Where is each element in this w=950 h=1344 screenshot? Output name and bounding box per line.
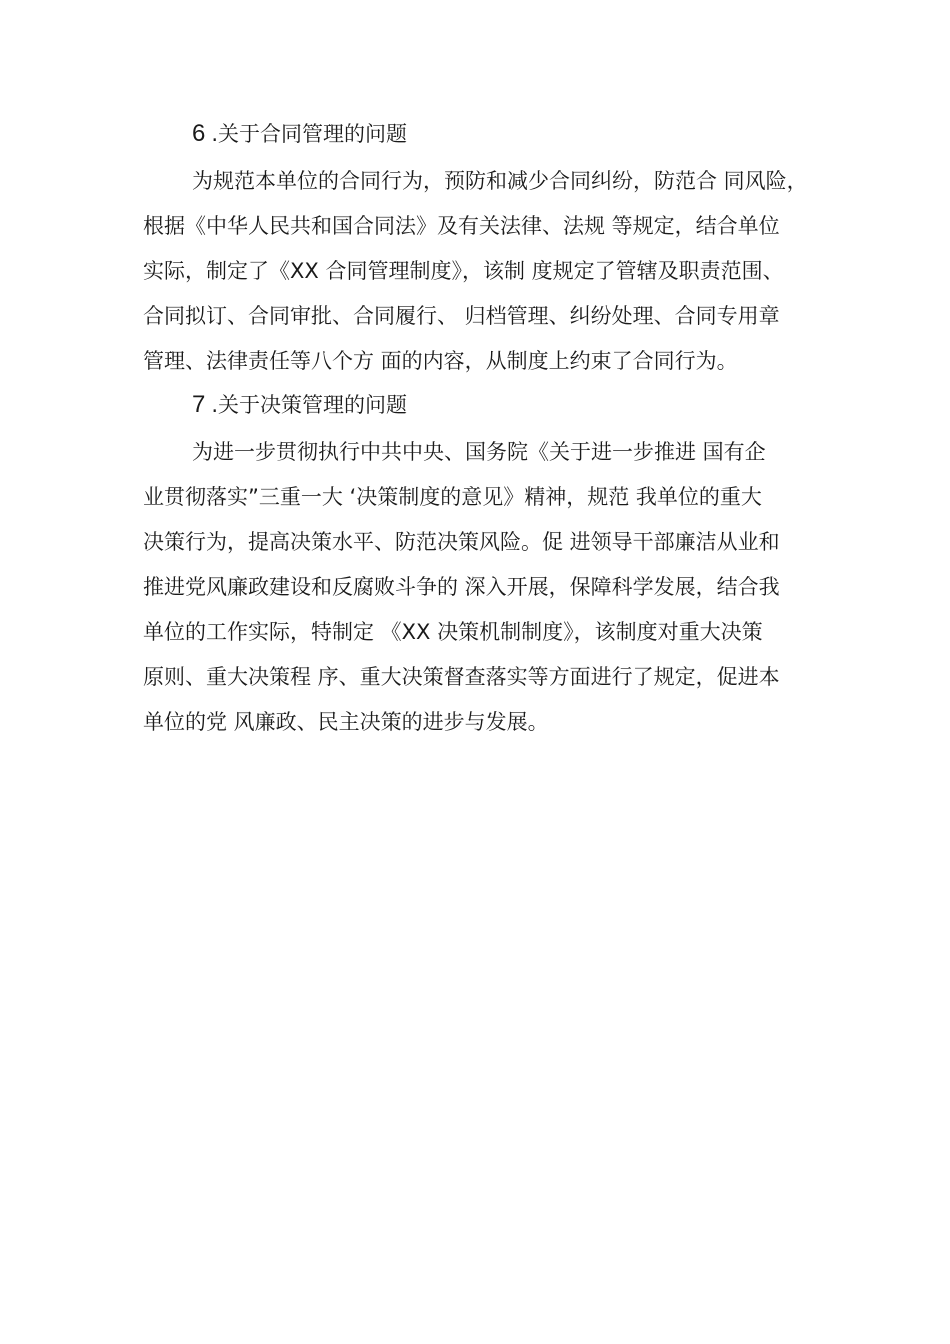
section-6-line-2: 根据《中华人民共和国合同法》及有关法律、法规 等规定，结合单位 bbox=[143, 214, 780, 238]
section-6-heading bbox=[192, 119, 407, 149]
section-6-line-5: 管理、法律责任等八个方 面的内容，从制度上约束了合同行为。 bbox=[143, 349, 738, 373]
section-7-heading bbox=[192, 390, 407, 420]
section-6-title: .关于合同管理的问题 bbox=[211, 122, 408, 146]
section-7-title: .关于决策管理的问题 bbox=[211, 393, 408, 417]
section-6-line-1: 为规范本单位的合同行为，预防和减少合同纠纷，防范合 同风险， bbox=[192, 169, 808, 193]
section-6-number: 6 bbox=[192, 120, 206, 147]
section-6-line-3: 实际，制定了《XX 合同管理制度》，该制 度规定了管辖及职责范围、 bbox=[143, 259, 784, 283]
section-7-line-7: 单位的党 风廉政、民主决策的进步与发展。 bbox=[143, 710, 549, 734]
section-7-line-1: 为进一步贯彻执行中共中央、国务院《关于进一步推进 国有企 bbox=[192, 440, 766, 464]
section-7-line-3: 决策行为，提高决策水平、防范决策风险。促 进领导干部廉洁从业和 bbox=[143, 530, 780, 554]
section-6-line-4: 合同拟订、合同审批、合同履行、 归档管理、纠纷处理、合同专用章 bbox=[143, 304, 780, 328]
section-7-line-6: 原则、重大决策程 序、重大决策督查落实等方面进行了规定，促进本 bbox=[143, 665, 780, 689]
section-7-number: 7 bbox=[192, 391, 206, 418]
section-7-line-4: 推进党风廉政建设和反腐败斗争的 深入开展，保障科学发展，结合我 bbox=[143, 575, 780, 599]
section-7-line-2: 业贯彻落实”三重一大 ‘决策制度的意见》精神，规范 我单位的重大 bbox=[143, 485, 762, 509]
section-7-line-5: 单位的工作实际，特制定 《XX 决策机制制度》，该制度对重大决策 bbox=[143, 620, 763, 644]
